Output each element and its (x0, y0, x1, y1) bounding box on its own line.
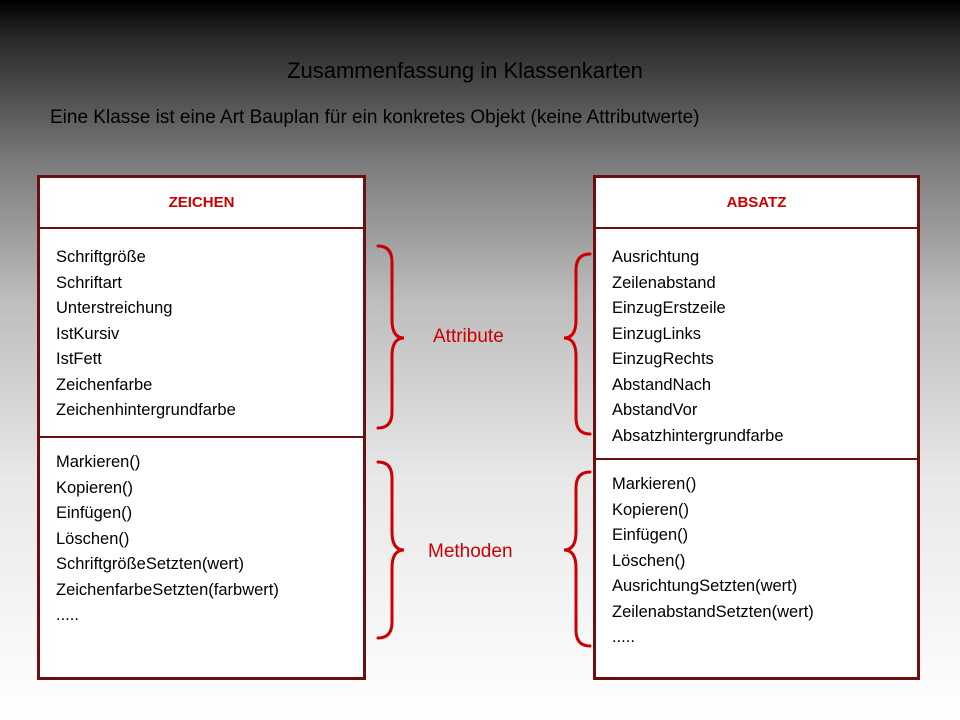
right-brace-attributes-zeichen (378, 246, 404, 428)
method-item: Markieren() (56, 453, 141, 471)
attribute-item: Schriftgröße (56, 248, 146, 266)
method-item: Einfügen() (612, 526, 689, 544)
attribute-item: Ausrichtung (612, 248, 700, 266)
attribute-item: IstKursiv (56, 324, 120, 343)
method-item: ZeilenabstandSetzten(wert) (612, 602, 814, 621)
method-item: ZeichenfarbeSetzten(farbwert) (56, 580, 279, 599)
method-item: Löschen() (612, 551, 686, 570)
attribute-item: EinzugErstzeile (612, 299, 726, 317)
method-item: Kopieren() (56, 478, 134, 497)
page-title: Zusammenfassung in Klassenkarten (287, 58, 643, 83)
methoden-label: Methoden (428, 541, 513, 562)
method-item: ..... (612, 628, 635, 646)
class-name-absatz: ABSATZ (596, 178, 917, 229)
method-item: Kopieren() (612, 500, 690, 519)
attribute-item: Zeichenhintergrundfarbe (56, 401, 236, 419)
method-item: Einfügen() (56, 504, 133, 522)
method-item: Löschen() (56, 529, 130, 548)
attribute-item: Zeichenfarbe (56, 375, 153, 394)
method-item: AusrichtungSetzten(wert) (612, 577, 798, 595)
attribute-item: EinzugRechts (612, 350, 714, 368)
attribute-item: Unterstreichung (56, 299, 173, 317)
class-name-zeichen: ZEICHEN (40, 178, 363, 229)
attribute-item: IstFett (56, 350, 102, 368)
attribute-item: AbstandNach (612, 375, 712, 394)
attribute-item: Absatzhintergrundfarbe (612, 426, 784, 445)
page-subtitle: Eine Klasse ist eine Art Bauplan für ein konkretes Objekt (keine Attributwerte) (50, 107, 700, 128)
attribute-item: Schriftart (56, 273, 123, 292)
right-brace-methods-zeichen (378, 462, 404, 638)
method-item: SchriftgrößeSetzten(wert) (56, 555, 244, 573)
attribute-item: AbstandVor (612, 401, 698, 419)
attribute-item: Zeilenabstand (612, 273, 716, 292)
method-item: ..... (56, 606, 79, 624)
left-brace-methods-absatz (564, 472, 590, 646)
method-item: Markieren() (612, 475, 697, 493)
left-brace-attributes-absatz (564, 254, 590, 434)
attribute-item: EinzugLinks (612, 324, 701, 343)
attribute-label: Attribute (433, 326, 504, 347)
